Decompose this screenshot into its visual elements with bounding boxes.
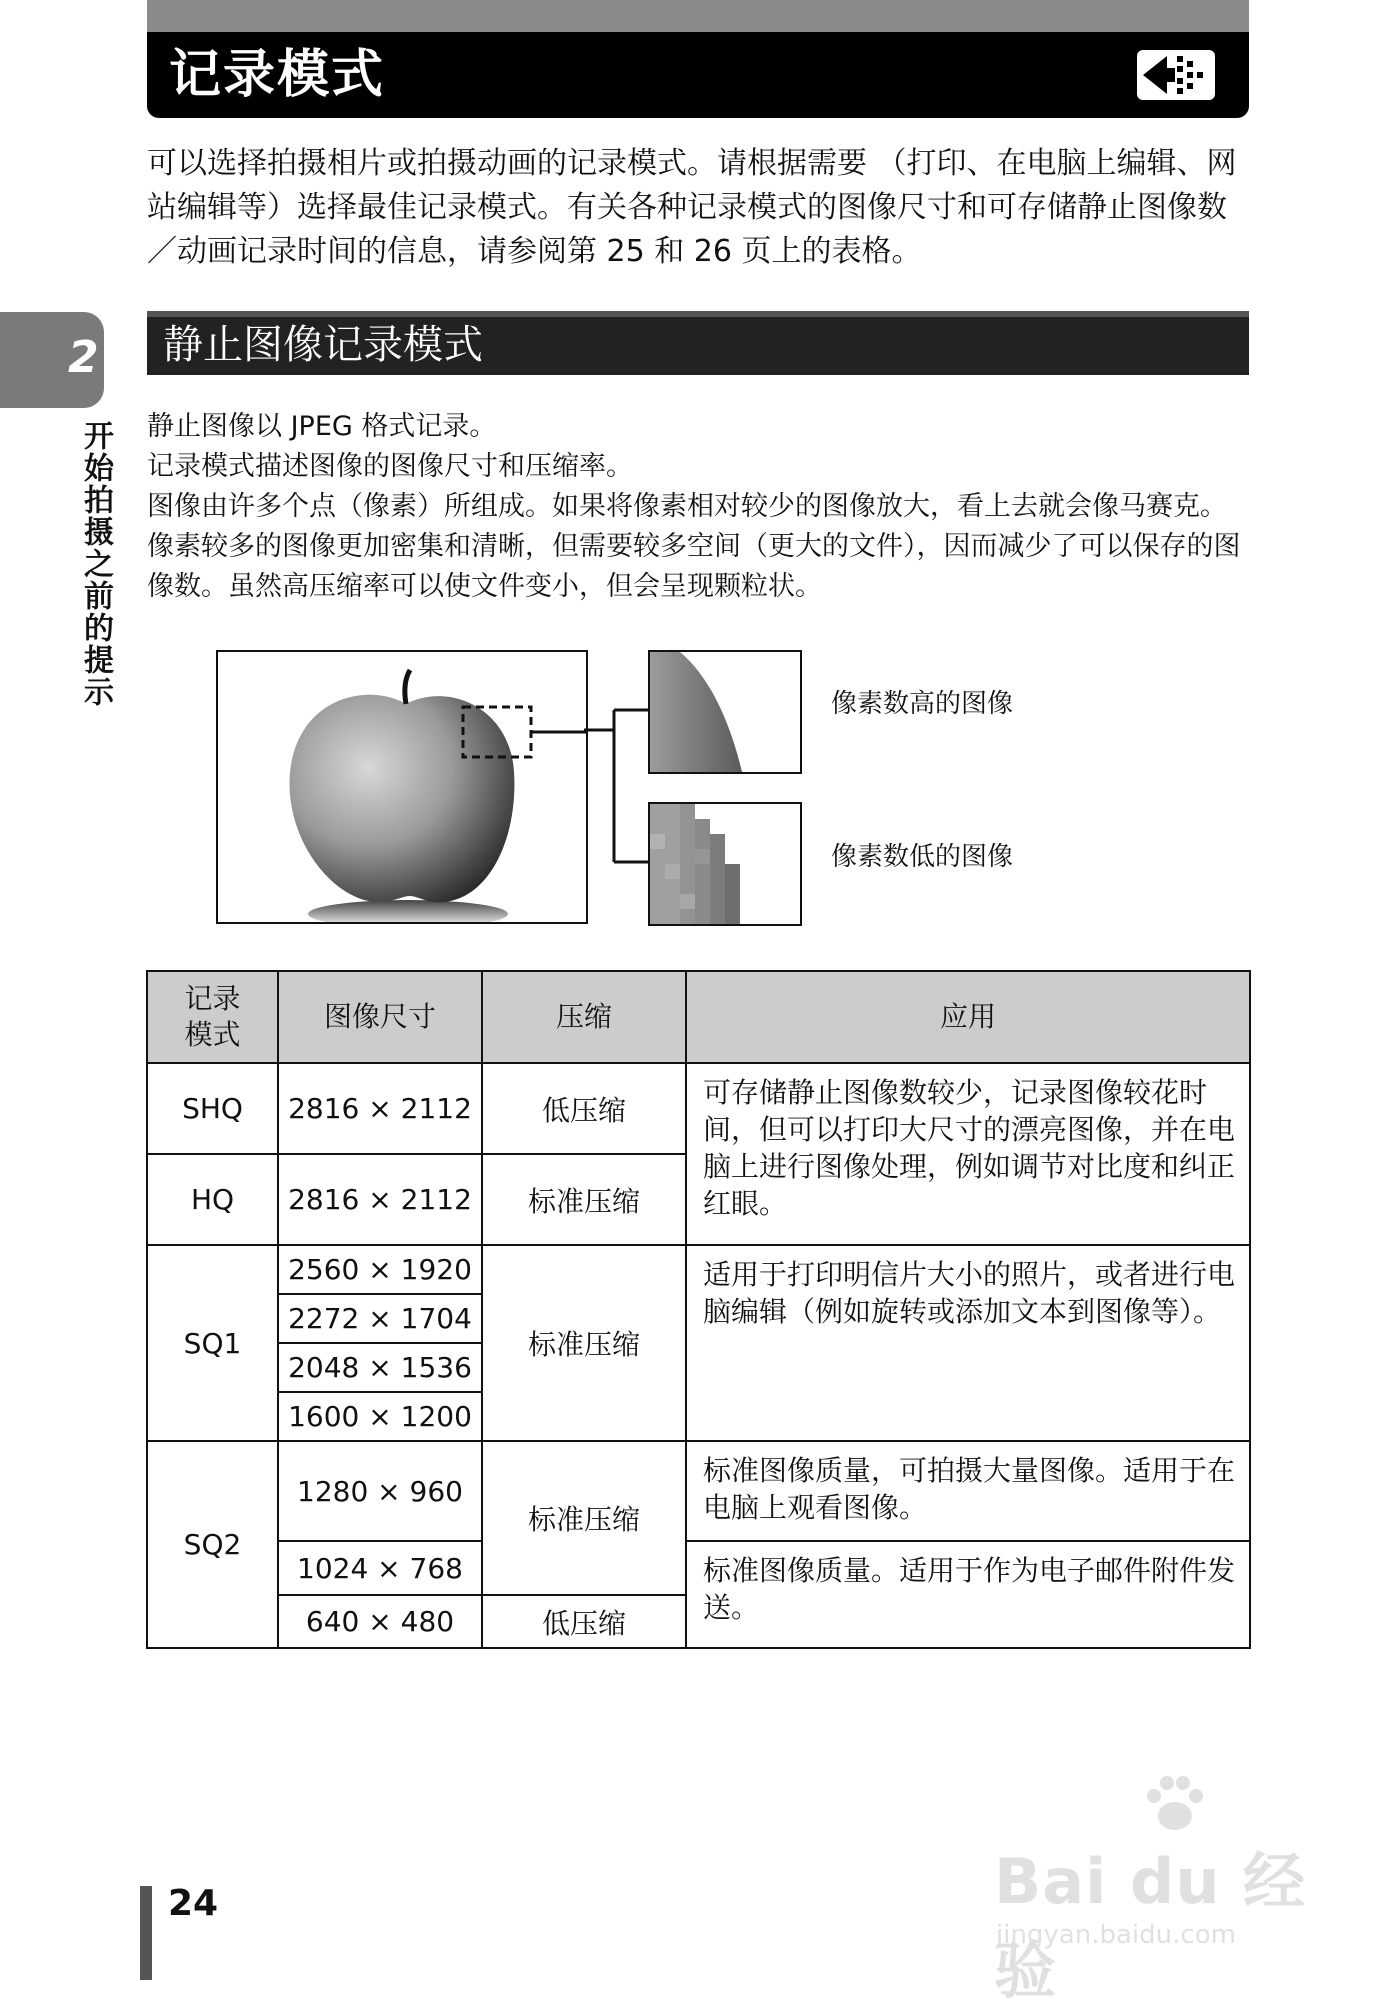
- compression-cell: 标准压缩: [482, 1245, 686, 1441]
- body-paragraph-2: 记录模式描述图像的图像尺寸和压缩率。: [147, 451, 633, 482]
- table-row: [147, 1063, 1250, 1154]
- header-mode: 记录 模式: [147, 971, 278, 1063]
- size-cell: 2272 × 1704: [278, 1294, 482, 1343]
- body-text: [147, 407, 1249, 607]
- chapter-number: 2: [68, 332, 99, 383]
- compression-cell: 低压缩: [482, 1063, 686, 1154]
- table-header-row: [147, 971, 1250, 1063]
- usage-cell: 可存储静止图像数较少，记录图像较花时间，但可以打印大尺寸的漂亮图像，并在电脑上进行图像处理，例如调节对比度和纠正红眼。: [686, 1063, 1250, 1245]
- watermark-brand: Bai du 经验: [994, 1845, 1307, 2007]
- watermark: [990, 1770, 1310, 2007]
- record-mode-icon: [1137, 50, 1215, 100]
- title-top-strip: [147, 0, 1249, 32]
- compression-cell: 标准压缩: [482, 1441, 686, 1595]
- header-usage: 应用: [686, 971, 1250, 1063]
- chapter-tab: [0, 312, 104, 408]
- usage-cell: 标准图像质量。适用于作为电子邮件附件发送。: [686, 1541, 1250, 1648]
- size-cell: 1600 × 1200: [278, 1392, 482, 1441]
- header-compression: 压缩: [482, 971, 686, 1063]
- mode-cell: SHQ: [147, 1063, 278, 1154]
- size-cell: 2816 × 2112: [278, 1063, 482, 1154]
- header-size: 图像尺寸: [278, 971, 482, 1063]
- page-number-bar: [140, 1886, 152, 1980]
- paw-icon: [1140, 1770, 1210, 1840]
- apple-photo: [216, 650, 588, 924]
- page-number: 24: [168, 1883, 219, 1924]
- table-row: [147, 1441, 1250, 1541]
- low-pixel-label: 像素数低的图像: [831, 842, 1014, 872]
- size-cell: 2816 × 2112: [278, 1154, 482, 1245]
- usage-cell: 适用于打印明信片大小的照片，或者进行电脑编辑（例如旋转或添加文本到图像等）。: [686, 1245, 1250, 1441]
- intro-paragraph: 可以选择拍摄相片或拍摄动画的记录模式。请根据需要 （打印、在电脑上编辑、网站编辑等）选择最佳记录模式。有关各种记录模式的图像尺寸和可存储静止图像数／动画记录时间的信息，请参阅第 25 和 26 页上的表格。: [147, 146, 1237, 269]
- size-cell: 2048 × 1536: [278, 1343, 482, 1392]
- compression-cell: 低压缩: [482, 1595, 686, 1648]
- connector-lines: [584, 647, 650, 927]
- mode-cell: HQ: [147, 1154, 278, 1245]
- section-header: [147, 311, 1249, 375]
- mode-cell: SQ2: [147, 1441, 278, 1648]
- title-bar: [147, 32, 1249, 118]
- mode-cell: SQ1: [147, 1245, 278, 1441]
- size-cell: 640 × 480: [278, 1595, 482, 1648]
- low-pixel-zoom: [648, 802, 802, 926]
- table-row: [147, 1541, 1250, 1595]
- high-pixel-zoom: [648, 650, 802, 774]
- body-paragraph-1: 静止图像以 JPEG 格式记录。: [147, 411, 497, 442]
- chapter-title: 开始拍摄之前的提示: [78, 420, 113, 708]
- watermark-url: jingyan.baidu.com: [996, 1920, 1236, 1950]
- size-cell: 2560 × 1920: [278, 1245, 482, 1294]
- compression-cell: 标准压缩: [482, 1154, 686, 1245]
- body-paragraph-3: 图像由许多个点（像素）所组成。如果将像素相对较少的图像放大，看上去就会像马赛克。像素较多的图像更加密集和清晰，但需要较多空间（更大的文件），因而减少了可以保存的图像数。虽然高压缩率可以使文件变小，但会呈现颗粒状。: [147, 491, 1241, 602]
- high-pixel-label: 像素数高的图像: [831, 689, 1014, 719]
- pixel-comparison-figure: [214, 647, 1214, 927]
- section-title: 静止图像记录模式: [163, 322, 483, 368]
- usage-cell: 标准图像质量，可拍摄大量图像。适用于在电脑上观看图像。: [686, 1441, 1250, 1541]
- size-cell: 1280 × 960: [278, 1441, 482, 1541]
- record-mode-table: [146, 970, 1251, 1649]
- table-row: [147, 1245, 1250, 1294]
- page-title: 记录模式: [169, 45, 386, 105]
- size-cell: 1024 × 768: [278, 1541, 482, 1595]
